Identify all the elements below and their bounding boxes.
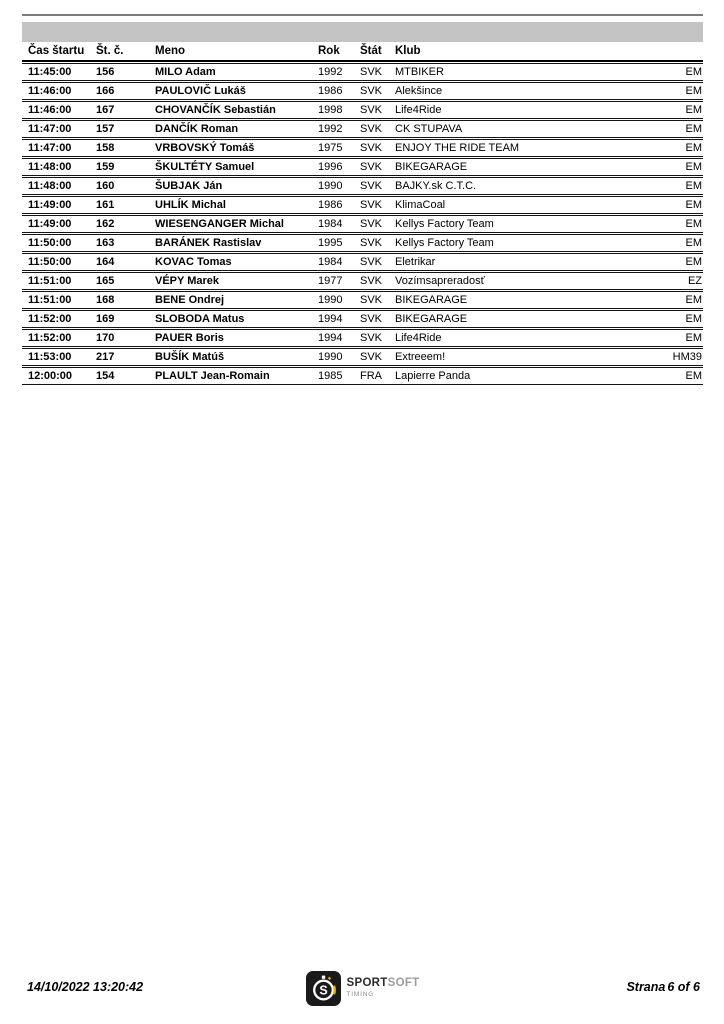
cell-bib: 163 xyxy=(96,237,115,249)
cell-start-time: 11:48:00 xyxy=(28,180,72,192)
page-number-value: 6 of 6 xyxy=(667,980,700,994)
cell-name: PLAULT Jean-Romain xyxy=(155,370,270,382)
column-header-start-time: Čas štartu xyxy=(28,45,85,57)
sportsoft-logo xyxy=(306,971,420,1006)
table-row xyxy=(22,272,703,290)
cell-country: FRA xyxy=(360,370,382,382)
cell-name: KOVAC Tomas xyxy=(155,256,232,268)
cell-country: SVK xyxy=(360,104,383,116)
cell-year: 1990 xyxy=(318,351,343,363)
column-header-country: Štát xyxy=(360,45,382,57)
table-row xyxy=(22,120,703,138)
table-row xyxy=(22,329,703,347)
cell-category: EM xyxy=(685,370,702,382)
cell-category: HM39 xyxy=(672,351,702,363)
cell-bib: 158 xyxy=(96,142,115,154)
report-page xyxy=(22,14,703,385)
cell-club: Vozímsapreradosť xyxy=(395,275,485,287)
cell-club: Life4Ride xyxy=(395,332,442,344)
table-row xyxy=(22,253,703,271)
table-body xyxy=(22,63,703,385)
cell-bib: 217 xyxy=(96,351,115,363)
cell-category: EM xyxy=(685,294,702,306)
cell-name: BENE Ondrej xyxy=(155,294,225,306)
cell-category: EM xyxy=(685,180,702,192)
cell-category: EM xyxy=(685,199,702,211)
cell-year: 1990 xyxy=(318,294,343,306)
cell-bib: 165 xyxy=(96,275,115,287)
cell-category: EM xyxy=(685,85,702,97)
cell-category: EM xyxy=(685,142,702,154)
page-number-label: Strana xyxy=(626,980,666,994)
cell-name: UHLÍK Michal xyxy=(155,199,226,211)
cell-club: Eletrikar xyxy=(395,256,436,268)
table-row xyxy=(22,291,703,309)
cell-name: PAUER Boris xyxy=(155,332,224,344)
cell-country: SVK xyxy=(360,275,383,287)
cell-category: EM xyxy=(685,123,702,135)
cell-country: SVK xyxy=(360,85,383,97)
cell-bib: 169 xyxy=(96,313,115,325)
cell-club: MTBIKER xyxy=(395,66,444,78)
cell-start-time: 12:00:00 xyxy=(28,370,73,382)
cell-bib: 170 xyxy=(96,332,115,344)
cell-name: PAULOVIČ Lukáš xyxy=(155,85,246,97)
cell-club: BAJKY.sk C.T.C. xyxy=(395,180,477,192)
cell-club: BIKEGARAGE xyxy=(395,161,468,173)
cell-category: EM xyxy=(685,313,702,325)
cell-club: BIKEGARAGE xyxy=(395,294,468,306)
page-footer xyxy=(22,970,703,1016)
logo-brand xyxy=(347,978,420,990)
cell-name: VRBOVSKÝ Tomáš xyxy=(155,142,255,154)
cell-category: EM xyxy=(685,237,702,249)
cell-club: BIKEGARAGE xyxy=(395,313,468,325)
svg-text:S: S xyxy=(318,983,328,998)
cell-bib: 160 xyxy=(96,180,115,192)
cell-category: EZ xyxy=(687,275,702,287)
cell-start-time: 11:47:00 xyxy=(28,123,72,135)
cell-year: 1998 xyxy=(318,104,343,116)
cell-year: 1977 xyxy=(318,275,343,287)
cell-category: EM xyxy=(685,161,702,173)
cell-name: MILO Adam xyxy=(155,66,216,78)
cell-club: Life4Ride xyxy=(395,104,442,116)
column-header-year: Rok xyxy=(318,45,340,57)
cell-club: Kellys Factory Team xyxy=(395,237,494,249)
cell-start-time: 11:49:00 xyxy=(28,199,72,211)
table-row xyxy=(22,348,703,366)
cell-bib: 168 xyxy=(96,294,115,306)
cell-country: SVK xyxy=(360,142,383,154)
table-row xyxy=(22,63,703,81)
cell-name: VÉPY Marek xyxy=(155,275,220,287)
cell-club: CK STUPAVA xyxy=(395,123,463,135)
stopwatch-icon xyxy=(306,971,341,1006)
cell-year: 1975 xyxy=(318,142,343,154)
cell-club: Lapierre Panda xyxy=(395,370,471,382)
cell-club: KlimaCoal xyxy=(395,199,446,211)
cell-year: 1985 xyxy=(318,370,343,382)
cell-start-time: 11:48:00 xyxy=(28,161,72,173)
table-row xyxy=(22,139,703,157)
cell-country: SVK xyxy=(360,294,383,306)
cell-year: 1986 xyxy=(318,199,343,211)
cell-bib: 166 xyxy=(96,85,115,97)
cell-club: Extreeem! xyxy=(395,351,446,363)
column-header-club: Klub xyxy=(395,45,421,57)
cell-country: SVK xyxy=(360,332,383,344)
cell-name: ŠKULTÉTY Samuel xyxy=(155,161,255,173)
cell-category: EM xyxy=(685,218,702,230)
cell-start-time: 11:51:00 xyxy=(28,275,72,287)
cell-year: 1990 xyxy=(318,180,343,192)
cell-bib: 162 xyxy=(96,218,115,230)
table-header-row xyxy=(22,42,703,62)
cell-year: 1994 xyxy=(318,313,343,325)
table-row xyxy=(22,177,703,195)
cell-category: EM xyxy=(685,66,702,78)
top-rule xyxy=(22,14,703,16)
cell-name: BUŠÍK Matúš xyxy=(155,351,225,363)
cell-year: 1984 xyxy=(318,218,343,230)
cell-country: SVK xyxy=(360,313,383,325)
cell-name: SLOBODA Matus xyxy=(155,313,245,325)
cell-bib: 157 xyxy=(96,123,115,135)
cell-start-time: 11:46:00 xyxy=(28,85,72,97)
cell-start-time: 11:52:00 xyxy=(28,332,72,344)
cell-name: BARÁNEK Rastislav xyxy=(155,237,262,249)
cell-start-time: 11:46:00 xyxy=(28,104,72,116)
cell-bib: 167 xyxy=(96,104,115,116)
cell-year: 1994 xyxy=(318,332,343,344)
cell-year: 1995 xyxy=(318,237,343,249)
cell-start-time: 11:49:00 xyxy=(28,218,72,230)
cell-club: Kellys Factory Team xyxy=(395,218,494,230)
table-row xyxy=(22,82,703,100)
cell-start-time: 11:47:00 xyxy=(28,142,72,154)
print-timestamp: 14/10/2022 13:20:42 xyxy=(27,980,144,994)
cell-club: Alekšince xyxy=(395,85,443,97)
cell-year: 1986 xyxy=(318,85,343,97)
cell-start-time: 11:51:00 xyxy=(28,294,72,306)
cell-name: CHOVANČÍK Sebastián xyxy=(155,104,276,116)
table-row xyxy=(22,215,703,233)
cell-start-time: 11:52:00 xyxy=(28,313,72,325)
cell-country: SVK xyxy=(360,66,383,78)
cell-start-time: 11:53:00 xyxy=(28,351,72,363)
column-header-name: Meno xyxy=(155,45,186,57)
table-row xyxy=(22,367,703,385)
table-row xyxy=(22,101,703,119)
cell-category: EM xyxy=(685,104,702,116)
logo-subtitle: TIMING xyxy=(346,991,375,999)
cell-category: EM xyxy=(685,256,702,268)
cell-bib: 164 xyxy=(96,256,115,268)
logo-brand-secondary: SOFT xyxy=(387,977,420,990)
cell-start-time: 11:50:00 xyxy=(28,256,72,268)
logo-brand-primary: SPORT xyxy=(346,977,388,990)
table-row xyxy=(22,234,703,252)
cell-year: 1992 xyxy=(318,123,343,135)
cell-name: WIESENGANGER Michal xyxy=(155,218,284,230)
cell-category: EM xyxy=(685,332,702,344)
header-band xyxy=(22,22,703,42)
cell-year: 1996 xyxy=(318,161,343,173)
cell-bib: 161 xyxy=(96,199,115,211)
cell-country: SVK xyxy=(360,218,383,230)
cell-name: DANČÍK Roman xyxy=(155,123,239,135)
page-number xyxy=(626,980,700,994)
cell-country: SVK xyxy=(360,256,383,268)
cell-bib: 154 xyxy=(96,370,115,382)
cell-year: 1992 xyxy=(318,66,343,78)
cell-start-time: 11:45:00 xyxy=(28,66,72,78)
cell-name: ŠUBJAK Ján xyxy=(155,180,223,192)
table-row xyxy=(22,158,703,176)
cell-country: SVK xyxy=(360,237,383,249)
cell-club: ENJOY THE RIDE TEAM xyxy=(395,142,520,154)
cell-year: 1984 xyxy=(318,256,343,268)
cell-start-time: 11:50:00 xyxy=(28,237,72,249)
cell-country: SVK xyxy=(360,161,383,173)
column-header-bib: Št. č. xyxy=(96,45,124,57)
cell-bib: 159 xyxy=(96,161,115,173)
cell-bib: 156 xyxy=(96,66,115,78)
cell-country: SVK xyxy=(360,199,383,211)
cell-country: SVK xyxy=(360,123,383,135)
cell-country: SVK xyxy=(360,180,383,192)
logo-text xyxy=(347,978,420,999)
table-row xyxy=(22,310,703,328)
cell-country: SVK xyxy=(360,351,383,363)
table-row xyxy=(22,196,703,214)
